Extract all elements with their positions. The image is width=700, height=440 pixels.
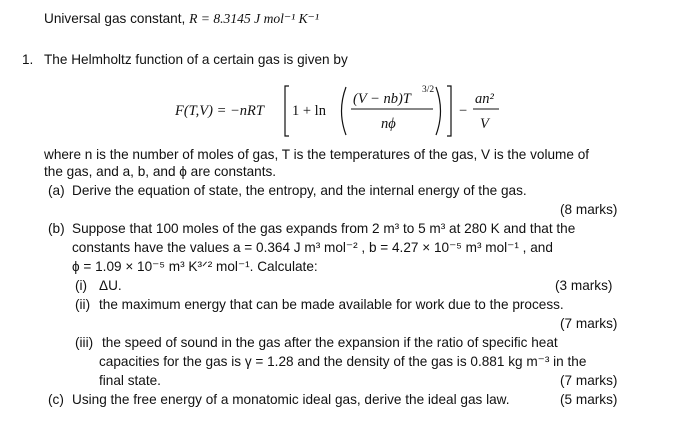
right-paren [436, 87, 441, 135]
right-bracket [447, 86, 451, 136]
part-b-i-label: (i) [75, 278, 88, 293]
part-c-label: (c) [48, 392, 64, 407]
equation-svg [175, 78, 505, 142]
part-b-i-text: ΔU. [99, 278, 122, 293]
fraction-exponent: 3/2 [422, 85, 435, 95]
part-a-label: (a) [48, 183, 65, 198]
part-b-iii-line-1: the speed of sound in the gas after the expansion if the ratio of specific heat [102, 335, 558, 350]
part-b-ii-label: (ii) [75, 297, 91, 312]
term2-denominator: V [480, 116, 489, 132]
part-b-line-2: constants have the values a = 0.364 J m³ mol⁻² , b = 4.27 × 10⁻⁵ m³ mol⁻¹ , and [72, 240, 553, 255]
part-c-marks: (5 marks) [560, 392, 618, 407]
left-bracket [285, 86, 289, 136]
left-paren [342, 87, 347, 135]
equation-lhs: F(T,V) = −nRT [175, 103, 264, 119]
gas-constant-line [44, 11, 319, 27]
definitions-line-1: where n is the number of moles of gas, T is the temperatures of the gas, V is the volume of [44, 147, 590, 162]
part-b-line-1: Suppose that 100 moles of the gas expands from 2 m³ to 5 m³ at 280 K and that the [72, 221, 576, 236]
part-a-marks: (8 marks) [560, 202, 618, 217]
equation-minus: − [459, 103, 468, 119]
term2-numerator: an² [475, 91, 494, 107]
part-a-text: Derive the equation of state, the entropy, and the internal energy of the gas. [72, 183, 527, 198]
part-b-iii-line-3: final state. [99, 373, 161, 388]
part-b-iii-label: (iii) [75, 335, 94, 350]
equation-one-plus-ln: 1 + ln [292, 103, 326, 119]
question-intro: The Helmholtz function of a certain gas is given by [44, 52, 348, 67]
definitions-line-2: the gas, and a, b, and ϕ are constants. [44, 164, 277, 179]
fraction-numerator: (V − nb)T [353, 91, 411, 107]
part-b-ii-marks: (7 marks) [560, 316, 618, 331]
part-b-line-3: ϕ = 1.09 × 10⁻⁵ m³ K³ᐟ² mol⁻¹. Calculate: [72, 259, 318, 274]
question-number: 1. [22, 52, 34, 67]
gas-constant-formula: R = 8.3145 J mol⁻¹ K⁻¹ [189, 11, 319, 26]
part-b-i-marks: (3 marks) [555, 278, 613, 293]
fraction-denominator: nϕ [381, 116, 396, 132]
part-b-ii-text: the maximum energy that can be made available for work due to the process. [99, 297, 564, 312]
part-c-text: Using the free energy of a monatomic ideal gas, derive the ideal gas law. [72, 392, 510, 407]
part-b-iii-marks: (7 marks) [560, 373, 618, 388]
gas-constant-label: Universal gas constant, [44, 11, 190, 26]
part-b-iii-line-2: capacities for the gas is γ = 1.28 and the density of the gas is 0.881 kg m⁻³ in the [99, 354, 587, 369]
part-b-label: (b) [48, 221, 65, 236]
